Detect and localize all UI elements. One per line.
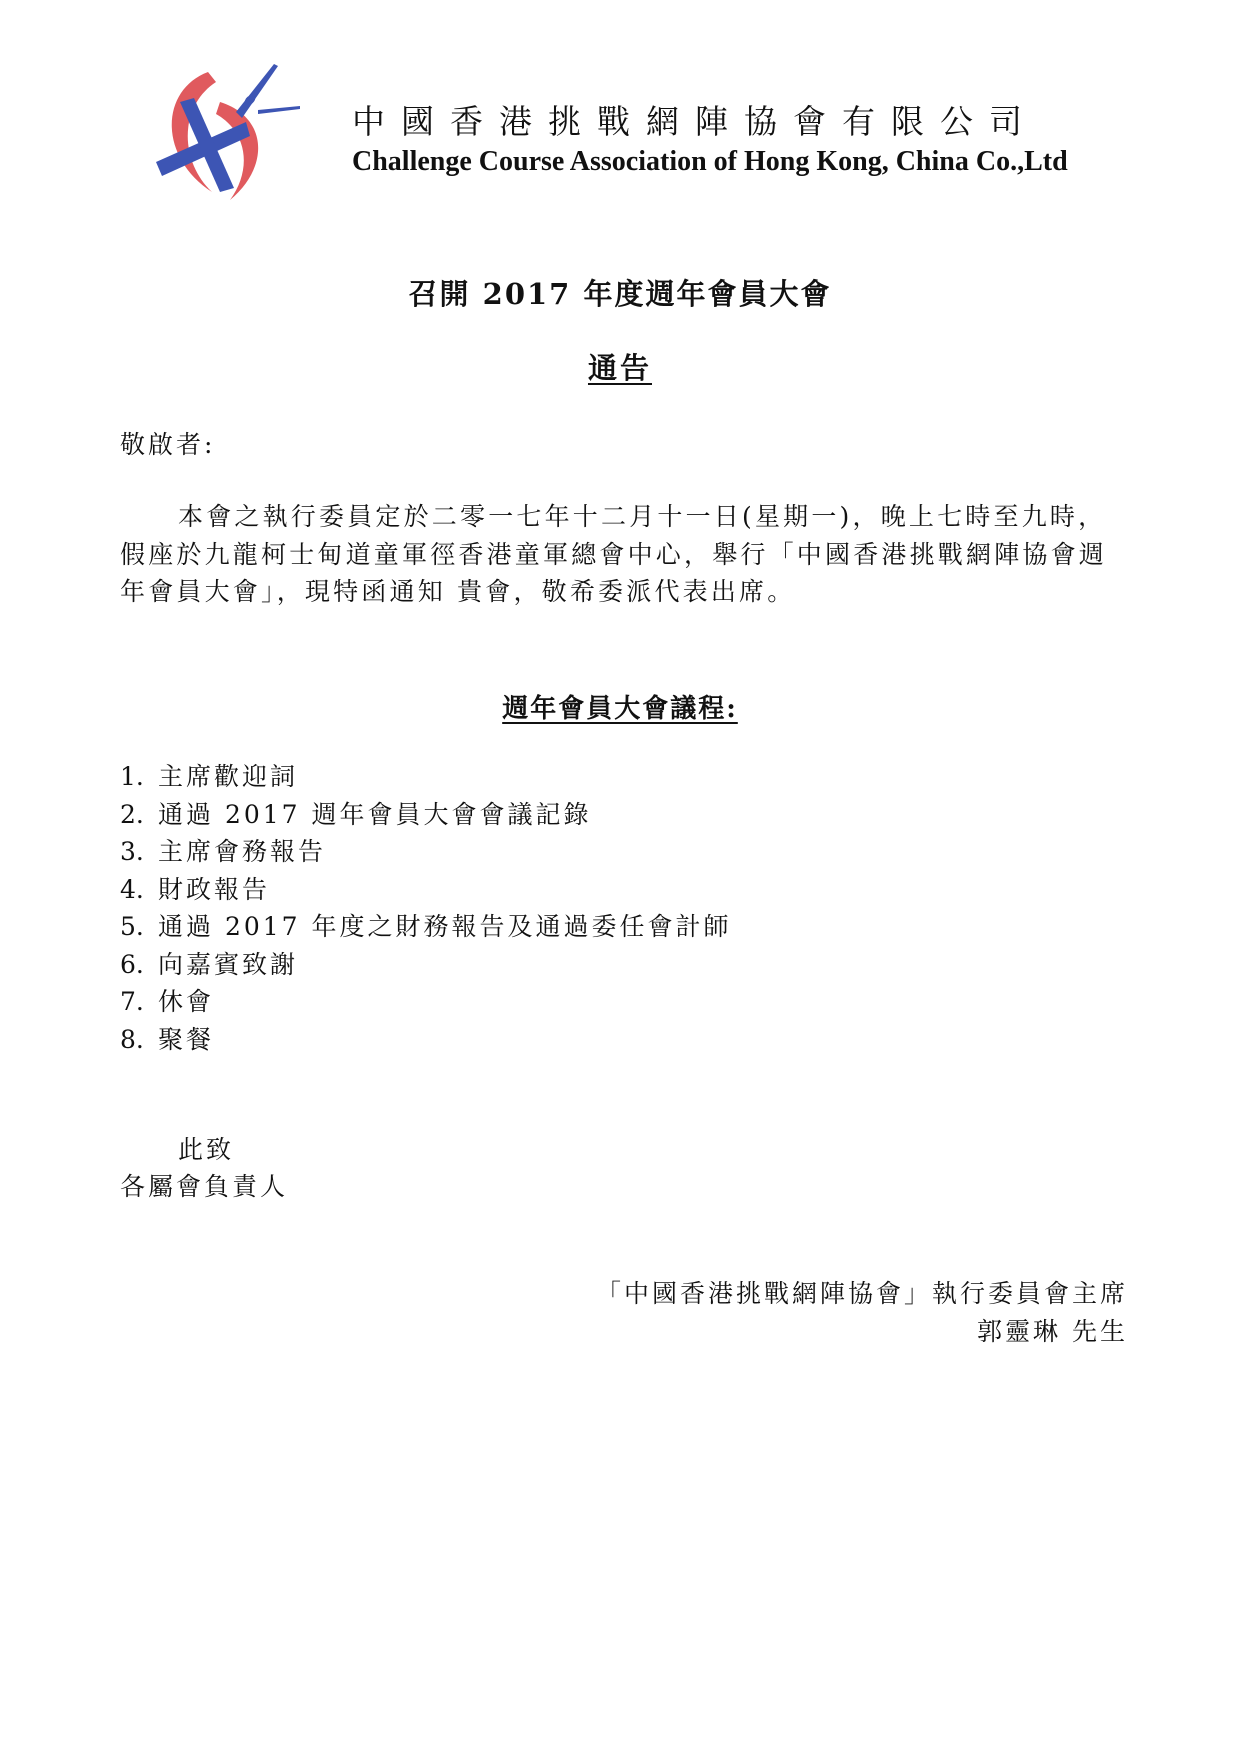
agenda-item-text: 主席會務報告 [158,837,327,866]
agenda-item [120,758,732,796]
agenda-item-number: 7. [120,987,144,1016]
agenda-item-number: 1. [120,762,144,791]
agenda-item-text: 主席歡迎詞 [158,762,299,791]
agenda-item-number: 5. [120,912,144,941]
notice-heading-text: 通告 [587,351,652,385]
body-line: 假座於九龍柯士甸道童軍徑香港童軍總會中心，舉行「中國香港挑戰網陣協會週 [120,539,1108,569]
association-logo-icon [150,62,310,202]
agenda-item [120,1021,732,1059]
agenda-item-text: 財政報告 [158,874,271,904]
signatory-name: 郭靈琳 先生 [977,1316,1128,1346]
org-name-english: Challenge Course Association of Hong Kong, China Co.,Ltd [352,146,1068,177]
agenda-item [120,983,732,1021]
agenda-item-text: 聚餐 [158,1024,215,1054]
agenda-item-text: 向嘉賓致謝 [158,949,299,979]
closing-phrase: 此致 [178,1135,235,1164]
body-line: 年會員大會」，現特函通知 貴會，敬希委派代表出席。 [120,577,796,606]
agenda-item-number: 6. [120,949,144,979]
body-line: 本會之執行委員定於二零一七年十二月十一日(星期一)，晚上七時至九時， [178,502,1107,531]
agenda-item-text: 通過 2017 年度之財務報告及通過委任會計師 [158,912,732,941]
agenda-heading-text: 週年會員大會議程: [502,694,738,724]
meeting-title: 召開 2017 年度週年會員大會 [408,277,832,311]
agenda-item-number: 8. [120,1024,144,1054]
agenda-list [120,758,732,1058]
agenda-item [120,908,732,946]
agenda-item-number: 3. [120,837,144,866]
agenda-item-text: 休會 [158,987,215,1016]
agenda-item [120,871,732,909]
agenda-item-text: 通過 2017 週年會員大會會議記錄 [158,799,592,829]
signature-block [596,1275,1128,1350]
org-name-chinese: 中國香港挑戰網陣協會有限公司 [352,102,1038,141]
recipient-line: 各屬會負責人 [120,1172,289,1201]
agenda-item-number: 4. [120,874,144,904]
salutation: 敬啟者: [120,430,216,459]
notice-heading [0,346,1240,387]
agenda-item [120,796,732,834]
agenda-item-number: 2. [120,799,144,829]
agenda-item [120,833,732,871]
body-paragraph [120,498,1130,611]
agenda-item [120,946,732,984]
agenda-heading [0,688,1240,725]
signatory-position: 「中國香港挑戰網陣協會」執行委員會主席 [595,1279,1128,1308]
